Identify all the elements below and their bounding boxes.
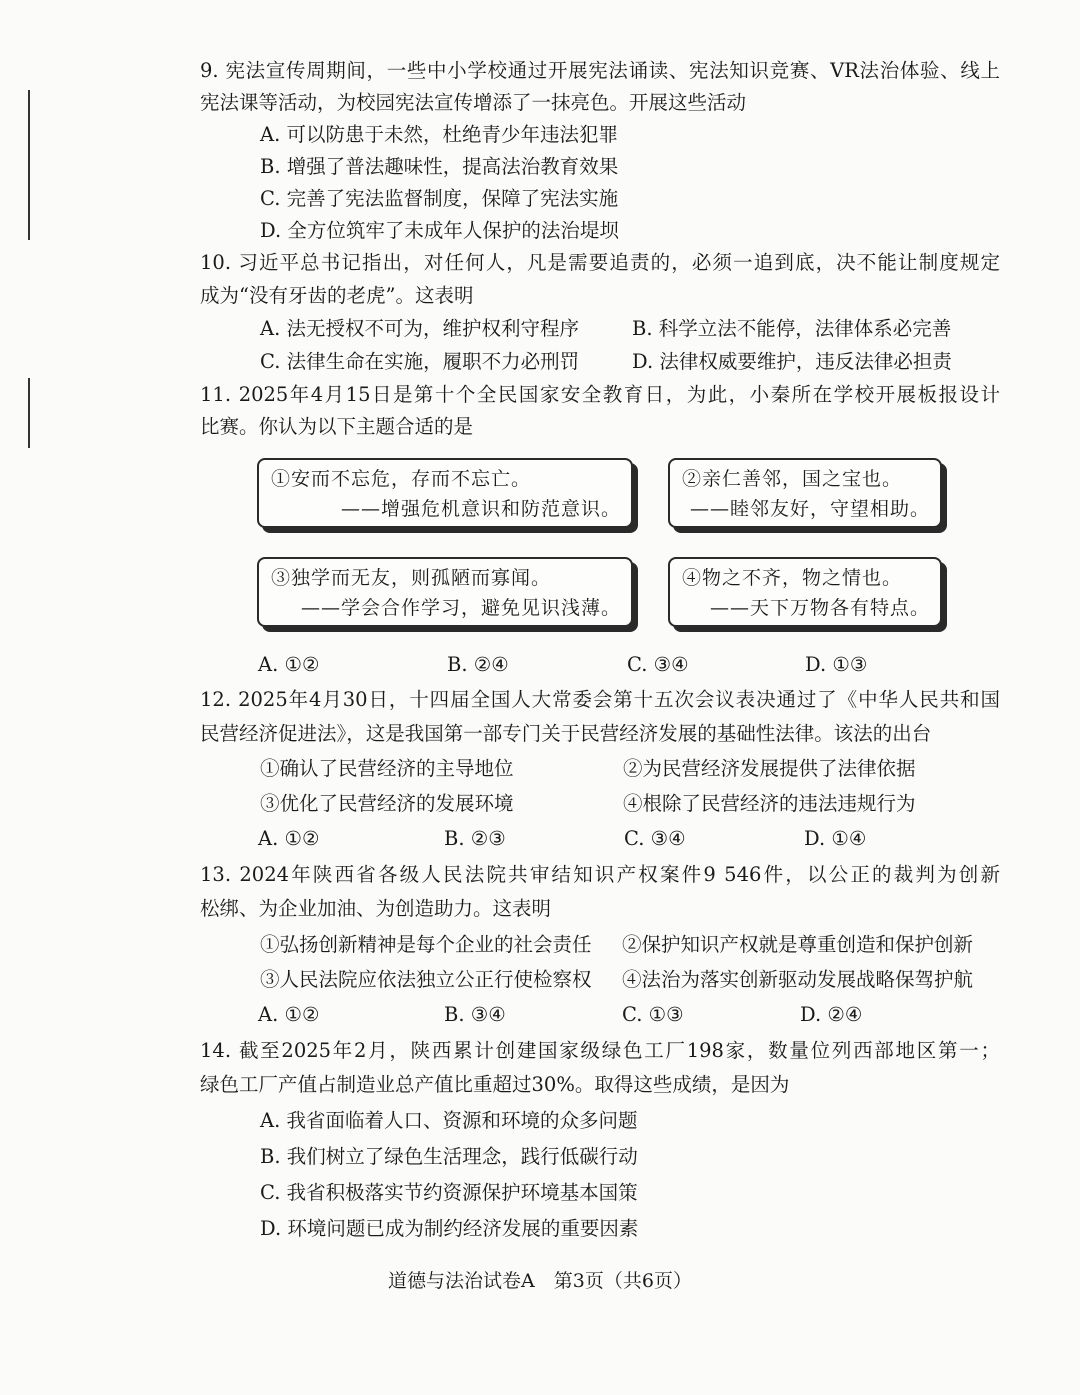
answer-option: C. 完善了宪法监督制度，保障了宪法实施 xyxy=(260,187,619,210)
answer-option: C. 法律生命在实施，履职不力必刑罚 xyxy=(260,350,580,373)
theme-card xyxy=(668,557,942,627)
answer-option: B. 科学立法不能停，法律体系必完善 xyxy=(632,317,952,340)
answer-option: A. ①② xyxy=(258,827,320,850)
question-stem: 13. 2024年陕西省各级人民法院共审结知识产权案件9 546件，以公正的裁判为创新 xyxy=(200,863,1000,886)
card-theme: ——天下万物各有特点。 xyxy=(709,597,930,619)
theme-card xyxy=(668,458,942,528)
answer-option: C. ③④ xyxy=(624,827,686,850)
answer-option: A. 可以防患于未然，杜绝青少年违法犯罪 xyxy=(260,123,618,146)
statement: ③人民法院应依法独立公正行使检察权 xyxy=(260,968,592,991)
question-stem: 成为“没有牙齿的老虎”。这表明 xyxy=(200,284,474,307)
question-stem: 9. 宪法宣传周期间，一些中小学校通过开展宪法诵读、宪法知识竞赛、VR法治体验、线上 xyxy=(200,59,1000,82)
page-footer: 道德与法治试卷A 第3页（共6页） xyxy=(388,1270,692,1292)
question-stem: 14. 截至2025年2月，陕西累计创建国家级绿色工厂198家，数量位列西部地区第一； xyxy=(200,1039,1000,1062)
card-quote: ①安而不忘危，存而不忘亡。 xyxy=(271,468,532,490)
question-stem: 10. 习近平总书记指出，对任何人，凡是需要追责的，必须一追到底，决不能让制度规定 xyxy=(200,251,1000,274)
answer-option: A. 我省面临着人口、资源和环境的众多问题 xyxy=(260,1109,638,1132)
answer-option: B. ②③ xyxy=(444,827,506,850)
margin-mark xyxy=(28,90,30,240)
card-theme: ——睦邻友好，守望相助。 xyxy=(689,498,930,520)
question-stem: 松绑、为企业加油、为创造助力。这表明 xyxy=(200,897,552,920)
answer-option: A. ①② xyxy=(258,653,320,676)
answer-option: A. ①② xyxy=(258,1003,320,1026)
statement: ④法治为落实创新驱动发展战略保驾护航 xyxy=(622,968,974,991)
card-theme: ——增强危机意识和防范意识。 xyxy=(340,498,621,520)
answer-option: B. 增强了普法趣味性，提高法治教育效果 xyxy=(260,155,619,178)
answer-option: A. 法无授权不可为，维护权利守程序 xyxy=(260,317,579,340)
answer-option: D. ②④ xyxy=(800,1003,863,1026)
answer-option: D. 法律权威要维护，违反法律必担责 xyxy=(632,350,952,373)
answer-option: B. 我们树立了绿色生活理念，践行低碳行动 xyxy=(260,1145,638,1168)
card-quote: ④物之不齐，物之情也。 xyxy=(682,567,903,589)
answer-option: D. ①③ xyxy=(805,653,868,676)
statement: ②为民营经济发展提供了法律依据 xyxy=(623,757,916,780)
question-stem: 12. 2025年4月30日，十四届全国人大常委会第十五次会议表决通过了《中华人民共和国 xyxy=(200,688,1000,711)
answer-option: D. 环境问题已成为制约经济发展的重要因素 xyxy=(260,1217,639,1240)
answer-option: D. 全方位筑牢了未成年人保护的法治堤坝 xyxy=(260,219,619,242)
card-quote: ②亲仁善邻，国之宝也。 xyxy=(682,468,903,490)
answer-option: C. 我省积极落实节约资源保护环境基本国策 xyxy=(260,1181,638,1204)
answer-option: C. ①③ xyxy=(622,1003,684,1026)
card-quote: ③独学而无友，则孤陋而寡闻。 xyxy=(271,567,552,589)
margin-mark xyxy=(28,378,30,448)
question-stem: 11. 2025年4月15日是第十个全民国家安全教育日，为此，小秦所在学校开展板报设计 xyxy=(200,383,1000,406)
question-stem: 民营经济促进法》，这是我国第一部专门关于民营经济发展的基础性法律。该法的出台 xyxy=(200,722,932,745)
statement: ④根除了民营经济的违法违规行为 xyxy=(623,792,916,815)
card-theme: ——学会合作学习，避免见识浅薄。 xyxy=(300,597,621,619)
question-stem: 绿色工厂产值占制造业总产值比重超过30%。取得这些成绩，是因为 xyxy=(200,1073,790,1096)
question-stem: 宪法课等活动，为校园宪法宣传增添了一抹亮色。开展这些活动 xyxy=(200,91,747,114)
question-stem: 比赛。你认为以下主题合适的是 xyxy=(200,415,474,438)
statement: ①确认了民营经济的主导地位 xyxy=(260,757,514,780)
answer-option: B. ③④ xyxy=(444,1003,506,1026)
answer-option: B. ②④ xyxy=(447,653,509,676)
statement: ③优化了民营经济的发展环境 xyxy=(260,792,514,815)
statement: ①弘扬创新精神是每个企业的社会责任 xyxy=(260,933,592,956)
answer-option: D. ①④ xyxy=(804,827,867,850)
theme-card xyxy=(257,557,633,627)
statement: ②保护知识产权就是尊重创造和保护创新 xyxy=(622,933,974,956)
answer-option: C. ③④ xyxy=(627,653,689,676)
theme-card xyxy=(257,458,633,528)
